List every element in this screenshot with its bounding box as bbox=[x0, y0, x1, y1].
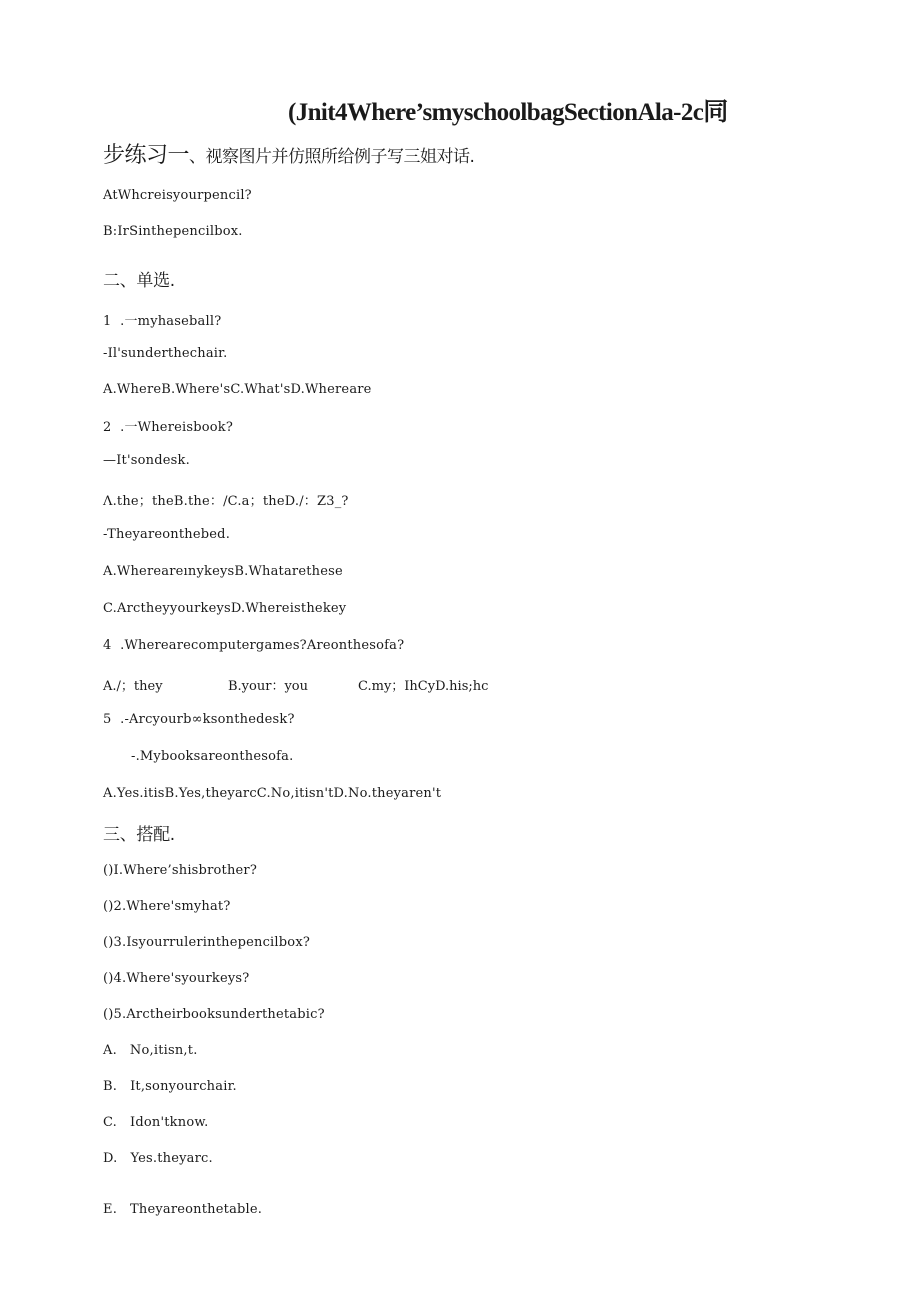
subtitle-prefix: 步练习一 bbox=[103, 143, 190, 168]
example-line-a: AtWhcreisyourpencil? bbox=[103, 188, 252, 203]
question-1-stem: 1 .一myhaseball? bbox=[103, 314, 222, 329]
match-answer-b: B. It,sonyourchair. bbox=[103, 1079, 237, 1094]
question-2-reply: —It'sondesk. bbox=[103, 453, 190, 468]
question-4-option-b: B.your：you bbox=[228, 679, 308, 694]
section-heading-matching: 三、搭配. bbox=[103, 825, 175, 845]
document-subtitle bbox=[103, 138, 474, 169]
match-item-3: ()3.Isyourrulerinthepencilbox? bbox=[103, 935, 311, 950]
subtitle-instruction: 、视察图片并仿照所给例子写三姐对话. bbox=[189, 147, 475, 167]
document-title: (Jnit4Where’smyschoolbagSectionAla-2c同 bbox=[288, 99, 728, 126]
question-3-options-ab: A.WhereareınykeysB.Whatarethese bbox=[103, 564, 343, 579]
question-4-option-cd: C.my；IhCyD.his;hc bbox=[358, 679, 489, 694]
match-item-2: ()2.Where'smyhat? bbox=[103, 899, 231, 914]
match-item-1: ()I.Where’shisbrother? bbox=[103, 863, 257, 878]
match-answer-e: E. Theyareonthetable. bbox=[103, 1202, 263, 1217]
question-1-reply: -Il'sunderthechair. bbox=[103, 346, 228, 361]
question-2-options: Λ.the；theB.the：/C.a；theD./：Z3_? bbox=[103, 494, 349, 509]
question-3-reply: -Theyareonthebed. bbox=[103, 527, 231, 542]
question-5-stem: 5 .-Arcyourb∞ksonthedesk? bbox=[103, 712, 295, 727]
question-5-reply: -.Mybooksareonthesofa. bbox=[131, 749, 294, 764]
match-answer-c: C. Idon'tknow. bbox=[103, 1115, 209, 1130]
example-line-b: B:IrSinthepencilbox. bbox=[103, 224, 243, 239]
match-answer-a: A. No,itisn,t. bbox=[103, 1043, 198, 1058]
match-item-4: ()4.Where'syourkeys? bbox=[103, 971, 250, 986]
question-4-stem: 4 .Wherearecomputergames?Areonthesofa? bbox=[103, 638, 405, 653]
match-answer-d: D. Yes.theyarc. bbox=[103, 1151, 213, 1166]
question-3-options-cd: C.ArctheyyourkeysD.Whereisthekey bbox=[103, 601, 347, 616]
question-4-option-a: A./；they bbox=[103, 679, 163, 694]
section-heading-single-choice: 二、单选. bbox=[103, 271, 175, 291]
question-1-options: A.WhereB.Where'sC.What'sD.Whereare bbox=[103, 382, 372, 397]
question-5-options: A.Yes.itisB.Yes,theyarcC.No,itisn'tD.No.theyaren't bbox=[103, 786, 442, 801]
match-item-5: ()5.Arctheirbooksunderthetabic? bbox=[103, 1007, 325, 1022]
question-4-options bbox=[103, 675, 488, 694]
question-2-stem: 2 .一Whereisbook? bbox=[103, 420, 234, 435]
